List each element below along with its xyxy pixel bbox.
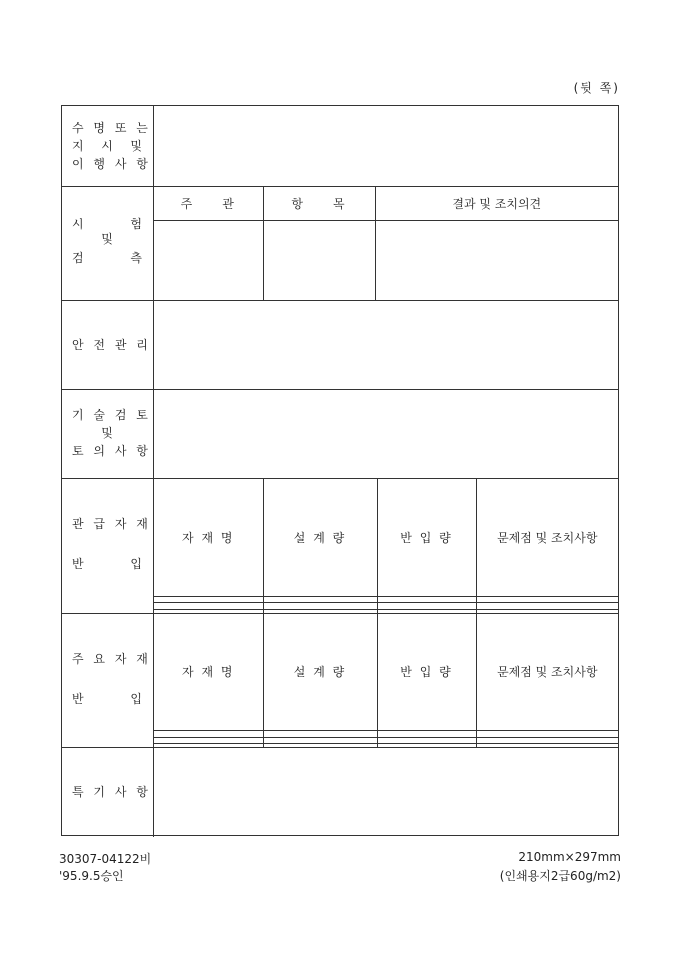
content-supplied-materials [154,479,618,613]
label-char: 시 [72,217,87,231]
table-cell[interactable] [154,596,263,603]
label-line: 및 [101,232,116,246]
table-cell[interactable] [476,737,618,744]
label-instructions [62,106,154,186]
content-inspection [154,187,618,300]
label-char: 반 [72,692,87,706]
table-cell[interactable] [377,610,476,613]
label-line: 이 행 사 항 [72,157,151,171]
label-char: 반 [72,557,87,571]
header-design-qty: 설 계 량 [263,479,377,596]
table-cell[interactable] [377,744,476,747]
label-line: 토 의 사 항 [72,444,151,458]
label-line: 수 명 또 는 [72,121,151,135]
label-line: 관 급 자 재 [72,517,151,531]
header-delivered-qty: 반 입 량 [377,479,476,596]
label-line [72,249,145,267]
header-material-name: 자 재 명 [154,614,263,730]
label-line [72,690,145,708]
label-line: 주 요 자 재 [72,652,151,666]
table-cell[interactable] [263,737,377,744]
table-cell[interactable] [154,610,263,613]
major-materials-table [154,614,618,747]
row-instructions [62,106,618,187]
cell-supervisor[interactable] [154,220,263,300]
header-delivered-qty: 반 입 량 [377,614,476,730]
row-major-materials [62,614,618,748]
label-inspection [62,187,154,300]
content-special-notes[interactable] [154,748,618,837]
row-special-notes [62,748,618,837]
label-char: 지 [72,139,87,153]
table-cell[interactable] [263,596,377,603]
table-cell[interactable] [476,744,618,747]
content-major-materials [154,614,618,747]
table-cell[interactable] [377,603,476,610]
header-result: 결과 및 조치의견 [375,187,618,220]
label-char: 입 [130,692,145,706]
label-line [72,137,145,155]
content-review[interactable] [154,390,618,478]
table-cell[interactable] [476,596,618,603]
inspection-form [61,105,619,836]
table-cell[interactable] [476,603,618,610]
table-cell[interactable] [263,730,377,737]
label-char: 측 [130,251,145,265]
label-safety [62,301,154,389]
supplied-materials-table [154,479,618,613]
table-cell[interactable] [263,744,377,747]
table-cell[interactable] [154,730,263,737]
label-char: 시 [101,139,116,153]
table-cell[interactable] [154,744,263,747]
row-supplied-materials [62,479,618,614]
row-safety [62,301,618,390]
label-line [72,215,145,233]
approval-date: '95.9.5승인 [59,869,124,883]
label-special-notes [62,748,154,837]
header-issues: 문제점 및 조치사항 [476,479,618,596]
form-code: 30307-04122비 [59,852,152,866]
header-material-name: 자 재 명 [154,479,263,596]
header-issues: 문제점 및 조치사항 [476,614,618,730]
paper-size: 210mm×297mm [518,850,621,864]
table-cell[interactable] [154,603,263,610]
header-design-qty: 설 계 량 [263,614,377,730]
table-cell[interactable] [476,610,618,613]
header-supervisor: 주 관 [154,187,263,220]
content-safety[interactable] [154,301,618,389]
page-side-label: (뒷 쪽) [573,81,620,95]
table-cell[interactable] [476,730,618,737]
label-review [62,390,154,478]
label-char: 험 [130,217,145,231]
table-cell[interactable] [377,737,476,744]
row-review [62,390,618,479]
label-line [72,555,145,573]
paper-spec: (인쇄용지2급60g/m2) [499,869,621,883]
cell-result[interactable] [375,220,618,300]
label-major-materials [62,614,154,747]
label-char: 검 [72,251,87,265]
inspection-table [154,187,618,300]
table-cell[interactable] [263,603,377,610]
label-line: 특 기 사 항 [72,785,151,799]
content-instructions[interactable] [154,106,618,186]
row-inspection [62,187,618,301]
cell-item[interactable] [263,220,375,300]
table-cell[interactable] [377,730,476,737]
label-line: 안 전 관 리 [72,338,151,352]
header-item: 항 목 [263,187,375,220]
label-char: 입 [130,557,145,571]
label-line: 기 술 검 토 [72,408,151,422]
table-cell[interactable] [154,737,263,744]
label-char: 및 [130,139,145,153]
table-cell[interactable] [377,596,476,603]
label-line: 및 [101,426,116,440]
table-cell[interactable] [263,610,377,613]
label-supplied-materials [62,479,154,613]
